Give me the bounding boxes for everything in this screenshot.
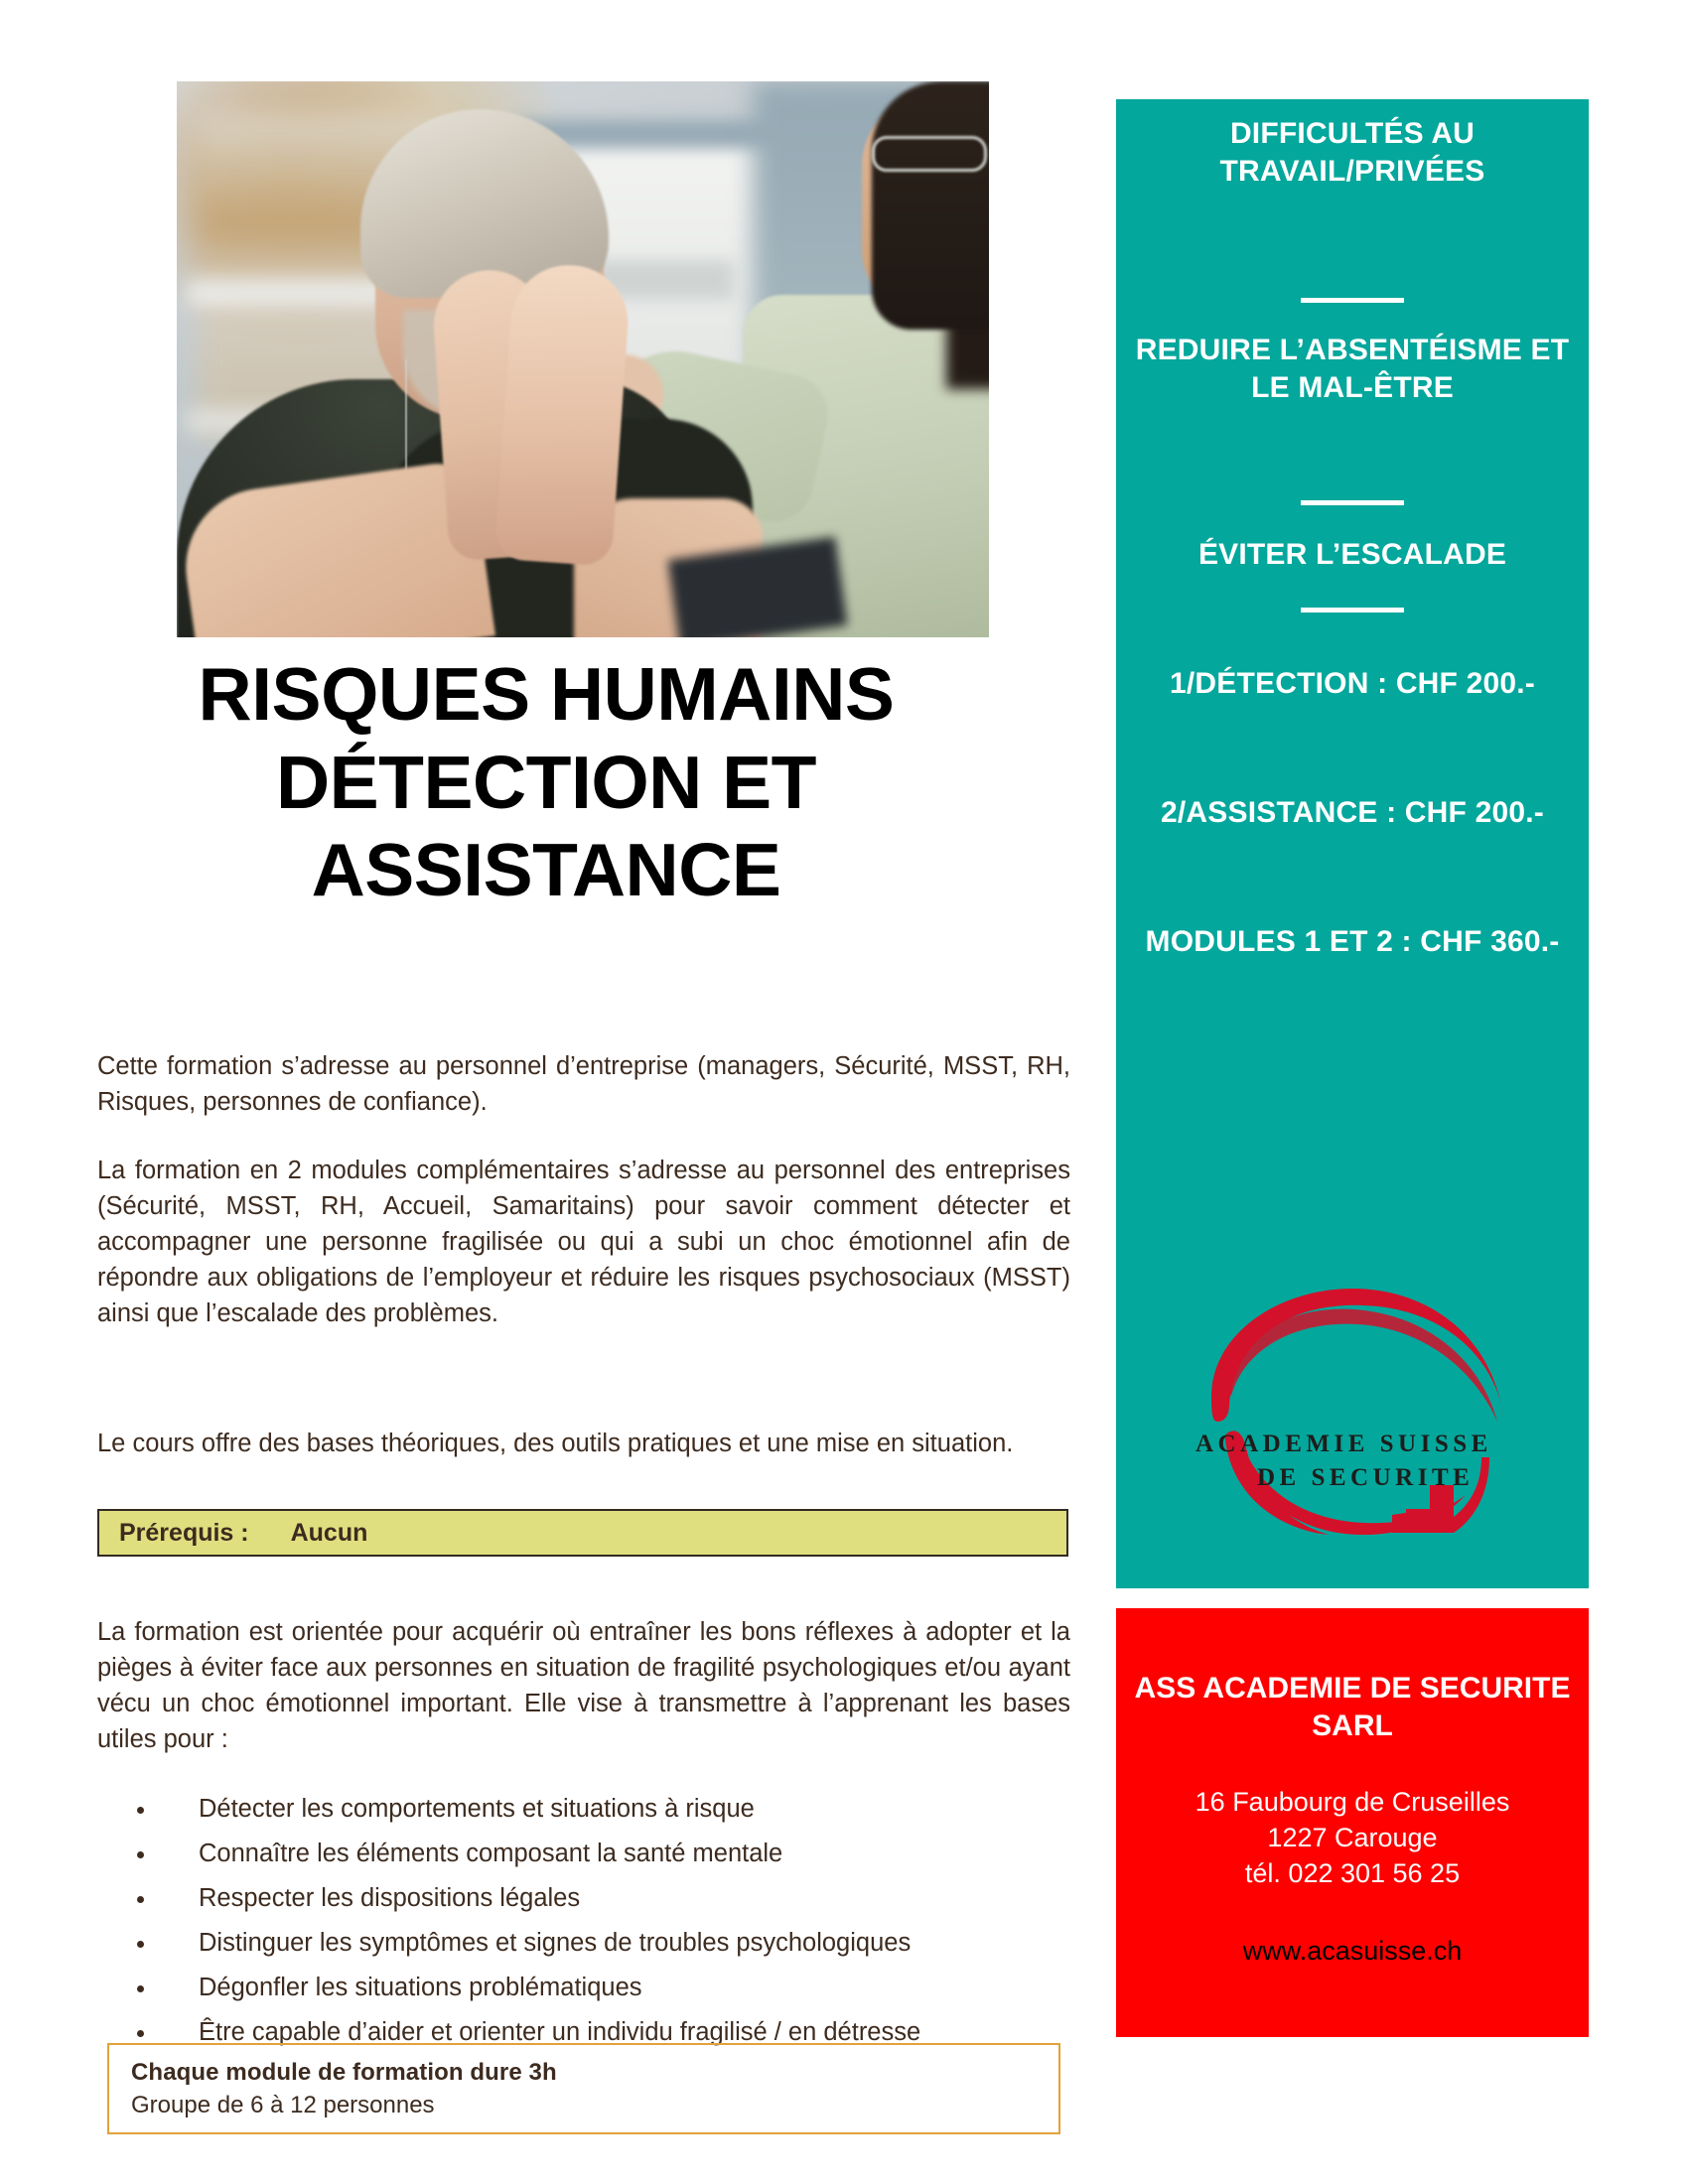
course-content-paragraph: Le cours offre des bases théoriques, des outils pratiques et une mise en situation. [97,1429,1014,1457]
photo-woman-glasses [872,136,987,172]
divider-rule [1301,500,1404,505]
list-item: Être capable d’aider et orienter un individu fragilisé / en détresse [97,2010,1070,2055]
logo-cross-arm [1392,1511,1418,1533]
logo-text-line-2: DE SECURITE [1257,1464,1475,1491]
price-assistance: 2/ASSISTANCE : CHF 200.- [1161,796,1544,829]
list-item: Dégonfler les situations problématiques [97,1966,1070,2010]
logo-text-line-1: ACADEMIE SUISSE [1196,1431,1492,1457]
company-name: ASS ACADEMIE DE SECURITE SARL [1134,1672,1571,1743]
photo-man-right-hand [494,261,633,567]
prerequisites-label: Prérequis : [119,1518,249,1547]
prerequisites-bar [97,1509,1068,1557]
page-title [50,650,1043,914]
modules-paragraph: La formation en 2 modules complémentaires s’adresse au personnel des entreprises (Sécurité, MSST, RH, Accueil, Samaritains) pour savoir comment détecter et accompagner une personne fragilisée ou qui a subi un choc émotionnel afin de répondre aux obligations de l’employeur et réduire les risques psychosociaux (MSST) ainsi que l’escalade des problèmes. [97,1156,1070,1328]
prerequisites-value: Aucun [290,1518,368,1547]
orientation-paragraph: La formation est orientée pour acquérir où entraîner les bons réflexes à adopter et la pièges à éviter face aux personnes en situation de fragilité psychologiques et/ou ayant vécu un choc émotionnel important. Elle vise à transmettre à l’apprenant les bases utiles pour : [97,1617,1070,1754]
duration-box [107,2043,1060,2134]
list-item: Distinguer les symptômes et signes de troubles psychologiques [97,1921,1070,1966]
list-item: Respecter les dispositions légales [97,1876,1070,1921]
list-item: Connaître les éléments composant la santé mentale [97,1832,1070,1876]
divider-rule [1301,298,1404,303]
price-modules: MODULES 1 ET 2 : CHF 360.- [1145,925,1560,958]
intro-paragraph: Cette formation s’adresse au personnel d’entreprise (managers, Sécurité, MSST, RH, Risques, personnes de confiance). [97,1051,1070,1116]
hero-photo [177,81,989,637]
list-item: Détecter les comportements et situations à risque [97,1787,1070,1832]
divider-rule [1301,608,1404,613]
objectives-list [97,1787,1070,2055]
title-line-1: RISQUES HUMAINS [198,652,895,736]
company-address: 16 Faubourg de Cruseilles 1227 Carouge tél. 022 301 56 25 [1195,1787,1510,1888]
company-website[interactable]: www.acasuisse.ch [1242,1936,1463,1966]
highlights-panel [1116,99,1589,1588]
title-line-2: DÉTECTION ET [275,740,816,824]
photo-woman-hair [872,81,989,330]
price-detection: 1/DÉTECTION : CHF 200.- [1170,667,1535,700]
duration-line-1: Chaque module de formation dure 3h [131,2059,557,2086]
contact-box [1116,1608,1589,2037]
highlight-eviter: ÉVITER L’ESCALADE [1197,538,1507,571]
title-line-3: ASSISTANCE [311,828,781,911]
academie-suisse-logo [1184,1273,1521,1551]
duration-line-2: Groupe de 6 à 12 personnes [131,2092,435,2118]
highlight-reduire: REDUIRE L’ABSENTÉISME ET LE MAL-ÊTRE [1135,334,1570,404]
highlight-difficultes: DIFFICULTÉS AU TRAVAIL/PRIVÉES [1219,117,1485,188]
